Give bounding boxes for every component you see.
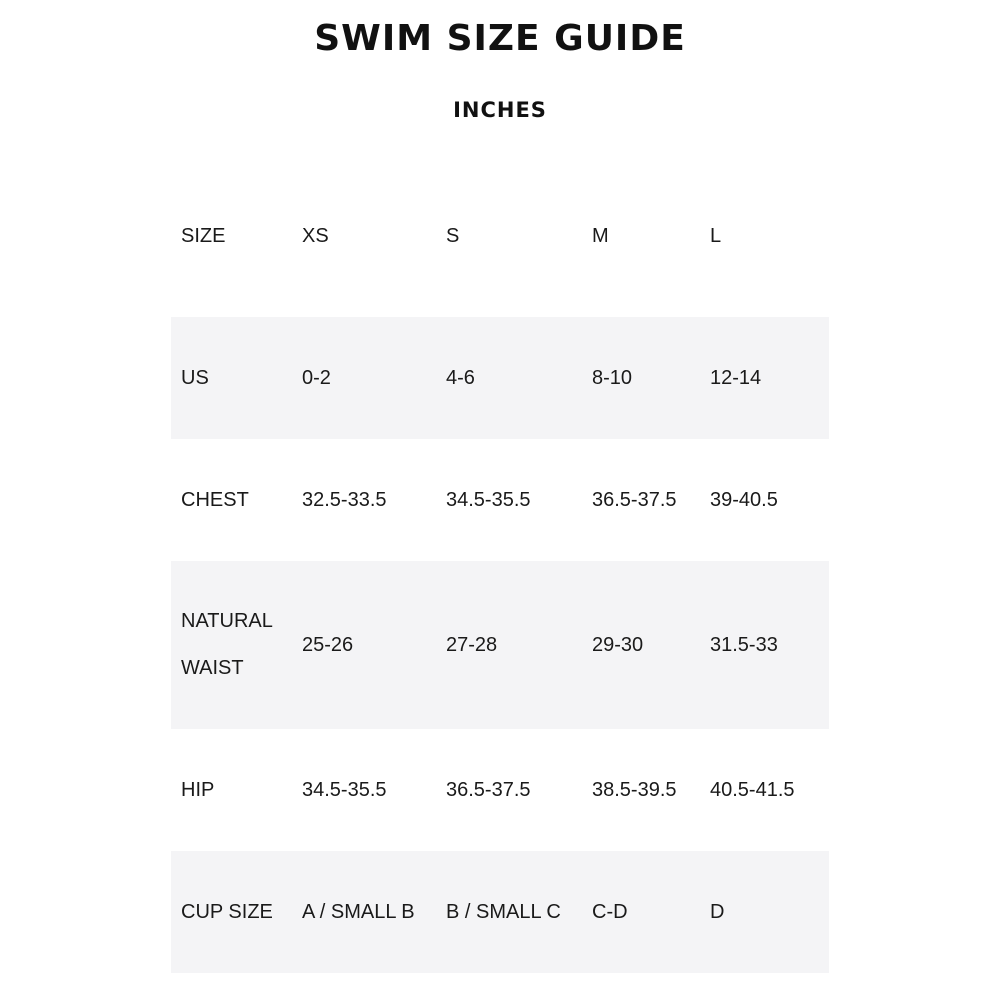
header-cell-s: S	[446, 224, 460, 247]
header-cell-l: L	[710, 224, 722, 247]
table-cell: 39-40.5	[710, 488, 778, 511]
row-label: NATURAL WAIST	[181, 610, 273, 679]
table-cell: 36.5-37.5	[592, 488, 677, 511]
header-cell-m: M	[592, 224, 609, 247]
table-cell: 29-30	[592, 633, 644, 656]
header-cell-xs: XS	[302, 224, 329, 247]
table-cell: 34.5-35.5	[302, 778, 387, 801]
unit-label: INCHES	[453, 98, 547, 122]
table-cell: C-D	[592, 900, 628, 923]
table-row-hip	[171, 729, 829, 851]
table-row-natural-waist	[171, 561, 829, 729]
table-cell: 32.5-33.5	[302, 488, 387, 511]
row-label: CHEST	[181, 488, 249, 511]
table-cell: 40.5-41.5	[710, 778, 795, 801]
table-cell: 12-14	[710, 366, 762, 389]
table-cell: 25-26	[302, 633, 354, 656]
row-label: US	[181, 366, 209, 389]
page-title: SWIM SIZE GUIDE	[314, 18, 686, 59]
row-label: HIP	[181, 778, 215, 801]
table-cell: 8-10	[592, 366, 633, 389]
table-cell: 38.5-39.5	[592, 778, 677, 801]
table-row-us	[171, 317, 829, 439]
table-header-row	[171, 155, 829, 317]
table-cell: 0-2	[302, 366, 331, 389]
table-cell: A / SMALL B	[302, 900, 415, 923]
header-cell-size: SIZE	[181, 224, 226, 247]
table-cell: D	[710, 900, 725, 923]
table-cell: 31.5-33	[710, 633, 778, 656]
table-row-cup-size	[171, 851, 829, 973]
table-row-chest	[171, 439, 829, 561]
size-table	[171, 155, 829, 973]
table-cell: 34.5-35.5	[446, 488, 531, 511]
table-cell: 27-28	[446, 633, 498, 656]
table-cell: B / SMALL C	[446, 900, 561, 923]
table-cell: 4-6	[446, 366, 475, 389]
row-label: CUP SIZE	[181, 900, 273, 923]
table-cell: 36.5-37.5	[446, 778, 531, 801]
